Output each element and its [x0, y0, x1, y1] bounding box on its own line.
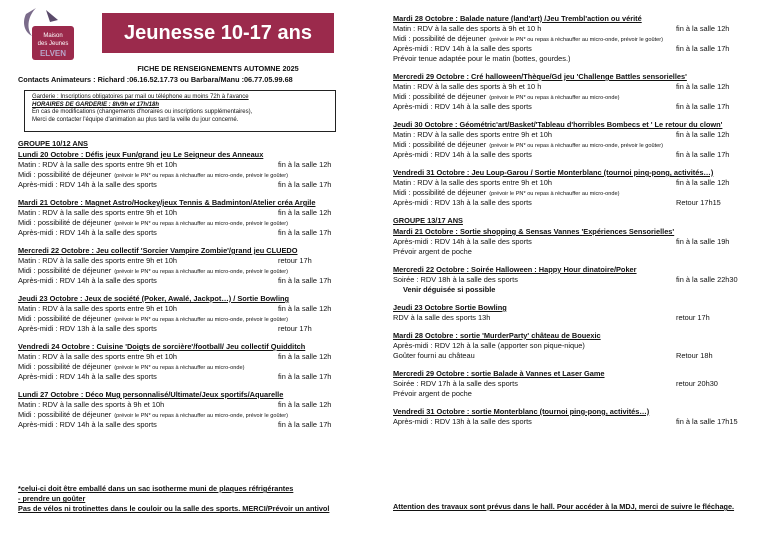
day-title: Mardi 28 Octobre : Balade nature (land'art) /Jeu Trembl'action ou vérité: [393, 14, 642, 23]
schedule-row: [393, 389, 763, 399]
contacts-line: Contacts Animateurs : Richard :06.16.52.17.73 ou Barbara/Manu :06.77.05.99.68: [18, 75, 293, 84]
schedule-row: [18, 218, 348, 228]
schedule-time: Midi : possibilité de déjeuner: [18, 265, 112, 275]
garderie-line3: En cas de modifications (changements d'horaires ou inscriptions supplémentaires),: [32, 109, 253, 116]
schedule-time: Matin : RDV à la salle des sports à 9h et 10 h: [393, 81, 542, 91]
schedule-time: Midi : possibilité de déjeuner: [393, 139, 487, 149]
schedule-time: Midi : possibilité de déjeuner: [18, 361, 112, 371]
schedule-time: Midi : possibilité de déjeuner: [393, 91, 487, 101]
schedule-end: fin à la salle 12h: [278, 399, 332, 409]
schedule-time: Matin : RDV à la salle des sports entre 9h et 10h: [393, 129, 552, 139]
day-title: Mercredi 29 Octobre : Cré halloween/Thèque/Gd jeu 'Challenge Battles sensorielles': [393, 71, 687, 81]
day-title: Mardi 28 Octobre : sortie 'MurderParty' château de Bouexic: [393, 330, 601, 340]
logo-name: ELVEN: [39, 49, 67, 58]
schedule-end: fin à la salle 12h: [676, 81, 730, 91]
schedule-time: Matin : RDV à la salle des sports à 9h et 10 h: [393, 23, 542, 33]
schedule-time: Matin : RDV à la salle des sports entre 9h et 10h: [18, 159, 177, 169]
schedule-row: [393, 247, 763, 257]
schedule-time: Après-midi : RDV 14h à la salle des sports: [18, 275, 157, 285]
day-block: [18, 342, 348, 382]
schedule-row: [18, 324, 348, 334]
meal-note: (prévoir le PN* ou repas à réchauffer au micro-onde, prévoir le goûter): [114, 220, 288, 227]
fiche-title: FICHE DE RENSEIGNEMENTS AUTOMNE 2025: [137, 64, 299, 73]
mdj-elven-logo: [6, 6, 100, 66]
schedule-end: fin à la salle 17h: [278, 419, 332, 429]
schedule-end: fin à la salle 17h15: [676, 416, 738, 426]
schedule-end: fin à la salle 22h30: [676, 274, 738, 284]
schedule-row: [393, 237, 763, 247]
schedule-time: Après-midi : RDV 14h à la salle des sports: [18, 419, 157, 429]
schedule-row: [393, 102, 763, 112]
schedule-row: [393, 44, 763, 54]
day-block: [18, 150, 348, 190]
schedule-end: fin à la salle 12h: [676, 129, 730, 139]
schedule-time: Goûter fourni au château: [393, 350, 475, 360]
schedule-row: [393, 34, 763, 44]
day-title: Jeudi 23 Octobre : Jeux de société (Poker, Awalé, Jackpot…) / Sortie Bowling: [18, 293, 290, 303]
day-title: Jeudi 23 Octobre Sortie Bowling: [393, 302, 507, 312]
garderie-horaires: HORAIRES DE GARDERIE : 8h/9h et 17h/18h: [32, 101, 160, 108]
day-block: [18, 246, 348, 286]
day-block: [393, 303, 763, 323]
schedule-end: fin à la salle 19h: [676, 236, 730, 246]
meal-note: (prévoir le PN* ou repas à réchauffer au micro-onde, prévoir le goûter): [114, 316, 288, 323]
schedule-time: Après-midi : RDV 14h à la salle des sports: [18, 227, 157, 237]
schedule-end: retour 17h: [676, 312, 710, 322]
footer-notes: [18, 484, 358, 515]
schedule-row: [18, 276, 348, 286]
meal-note: (prévoir le PN* ou repas à réchauffer au micro-onde, prévoir le goûter): [114, 412, 288, 419]
schedule-row: [393, 140, 763, 150]
schedule-time: Après-midi : RDV 13h à la salle des sports: [393, 416, 532, 426]
day-title: Vendredi 24 Octobre : Cuisine 'Doigts de sorcière'/football/ Jeu collectif Quidditch: [18, 341, 306, 351]
footer-note-velos: Pas de vélos ni trotinettes dans le couloir ou la salle des sports. MERCI/Prévoir un antivol: [18, 504, 330, 514]
schedule-time: RDV à la salle des sports 13h: [393, 312, 491, 322]
schedule-time: Midi : possibilité de déjeuner: [18, 217, 112, 227]
meal-note: (prévoir le PN* ou repas à réchauffer au micro-onde, prévoir le goûter): [489, 142, 663, 149]
day-title: Lundi 27 Octobre : Déco Mug personnalisé/Ultimate/Jeux sportifs/Aquarelle: [18, 389, 284, 399]
schedule-end: fin à la salle 17h: [278, 227, 332, 237]
garderie-box: [24, 90, 336, 132]
meal-note: (prévoir le PN* ou repas à réchauffer au micro-onde, prévoir le goûter): [114, 172, 288, 179]
schedule-row: [393, 24, 763, 34]
schedule-end: fin à la salle 17h: [676, 43, 730, 53]
schedule-end: fin à la salle 17h: [676, 101, 730, 111]
schedule-time: Matin : RDV à la salle des sports à 9h et 10h: [18, 399, 165, 409]
schedule-end: retour 17h: [278, 323, 312, 333]
schedule-time: Matin : RDV à la salle des sports entre 9h et 10h: [18, 351, 177, 361]
schedule-end: fin à la salle 17h: [676, 149, 730, 159]
day-block: [393, 331, 763, 361]
schedule-row: [18, 180, 348, 190]
day-title: Vendredi 31 Octobre : sortie Monterblanc (tournoi ping-pong, activités…): [393, 406, 650, 416]
attention-travaux: Attention des travaux sont prévus dans le hall. Pour accéder à la MDJ, merci de suivre le fléchage.: [393, 502, 735, 511]
schedule-end: fin à la salle 12h: [278, 351, 332, 361]
right-column: [393, 14, 763, 435]
schedule-row: [18, 352, 348, 362]
day-block: [393, 407, 763, 427]
schedule-row: [18, 160, 348, 170]
group-10-12-column: [18, 139, 348, 438]
schedule-end: fin à la salle 12h: [278, 303, 332, 313]
schedule-time: Après-midi : RDV 14h à la salle des sports: [393, 43, 532, 53]
schedule-time: Midi : possibilité de déjeuner: [18, 169, 112, 179]
day-title: Vendredi 31 Octobre : Jeu Loup-Garou / Sortie Monterblanc (tournoi ping-pong, activités…): [393, 167, 714, 177]
schedule-row: [393, 275, 763, 285]
schedule-row: [18, 256, 348, 266]
footer-note-gouter: - prendre un goûter: [18, 494, 86, 504]
page-title: Jeunesse 10-17 ans: [102, 13, 334, 53]
day-block: [18, 390, 348, 430]
day-title: Mardi 21 Octobre : Sortie shopping & Sensas Vannes 'Expériences Sensorielles': [393, 226, 675, 236]
schedule-time: Matin : RDV à la salle des sports entre 9h et 10h: [18, 207, 177, 217]
schedule-end: Retour 18h: [676, 350, 713, 360]
witch-hat: [46, 10, 58, 22]
schedule-row: [18, 304, 348, 314]
day-title: Mercredi 22 Octobre : Soirée Halloween : Happy Hour dinatoire/Poker: [393, 264, 637, 274]
schedule-time: Après-midi : RDV 13h à la salle des sports: [18, 323, 157, 333]
day-block: [393, 369, 763, 399]
schedule-row: [393, 313, 763, 323]
meal-note: (prévoir le PN* ou repas à réchauffer au micro-onde): [489, 190, 620, 197]
schedule-end: fin à la salle 17h: [278, 371, 332, 381]
schedule-row: [18, 170, 348, 180]
day-block: [393, 168, 763, 208]
group-10-12-days-continued: [393, 14, 763, 208]
schedule-time: Midi : possibilité de déjeuner: [18, 409, 112, 419]
schedule-row: [18, 228, 348, 238]
meal-note: (prévoir le PN* ou repas à réchauffer au micro-onde): [114, 364, 245, 371]
day-block: [393, 265, 763, 295]
schedule-row: [18, 400, 348, 410]
schedule-time: Midi : possibilité de déjeuner: [18, 313, 112, 323]
schedule-time: Après-midi : RDV 14h à la salle des sports: [18, 179, 157, 189]
schedule-end: fin à la salle 17h: [278, 275, 332, 285]
schedule-time: Après-midi : RDV 14h à la salle des sports: [393, 149, 532, 159]
schedule-time: Après-midi : RDV 12h à la salle (apporter son pique-nique): [393, 340, 585, 350]
day-title: Mercredi 22 Octobre : Jeu collectif 'Sorcier Vampire Zombie'/grand jeu CLUEDO: [18, 245, 298, 255]
day-block: [393, 14, 763, 64]
schedule-row: [18, 372, 348, 382]
schedule-end: fin à la salle 12h: [278, 159, 332, 169]
schedule-row: [393, 178, 763, 188]
day-block: [18, 198, 348, 238]
group-13-17-title: GROUPE 13/17 ANS: [393, 215, 463, 225]
schedule-row: [18, 420, 348, 430]
schedule-row: [393, 379, 763, 389]
schedule-row: [18, 410, 348, 420]
schedule-time: Après-midi : RDV 14h à la salle des sports: [18, 371, 157, 381]
day-block: [393, 120, 763, 160]
schedule-time: Midi : possibilité de déjeuner: [393, 187, 487, 197]
meal-note: (prévoir le PN* ou repas à réchauffer au micro-onde, prévoir le goûter): [489, 36, 663, 43]
schedule-row: [393, 341, 763, 351]
day-block: [393, 227, 763, 257]
schedule-row: [393, 188, 763, 198]
day-title: Mardi 21 Octobre : Magnet Astro/Hockey/jeux Tennis & Badminton/Atelier créa Argile: [18, 197, 316, 207]
day-extra-note: Prévoir tenue adaptée pour le matin (bottes, gourdes.): [393, 53, 571, 63]
day-block: [18, 294, 348, 334]
schedule-row: [18, 266, 348, 276]
schedule-end: retour 20h30: [676, 378, 718, 388]
schedule-time: Après-midi : RDV 13h à la salle des sports: [393, 197, 532, 207]
schedule-time: Matin : RDV à la salle des sports entre 9h et 10h: [393, 177, 552, 187]
logo-line2: des Jeunes: [37, 41, 69, 47]
meal-note: (prévoir le PN* ou repas à réchauffer au micro-onde, prévoir le goûter): [114, 268, 288, 275]
schedule-row: [393, 82, 763, 92]
schedule-row: [18, 314, 348, 324]
group-10-12-days: [18, 150, 348, 430]
day-highlight-note: Venir déguisée si possible: [403, 284, 496, 294]
logo-line1: Maison: [43, 33, 63, 39]
schedule-time: Soirée : RDV 17h à la salle des sports: [393, 378, 518, 388]
garderie-label: Garderie : Inscriptions obligatoires par mail ou téléphone au moins 72h à l'avance: [32, 94, 249, 100]
group-10-12-title: GROUPE 10/12 ANS: [18, 139, 88, 148]
group-13-17-days: [393, 227, 763, 427]
schedule-time: Matin : RDV à la salle des sports entre 9h et 10h: [18, 255, 177, 265]
schedule-row: [393, 92, 763, 102]
day-title: Mercredi 29 Octobre : sortie Balade à Vannes et Laser Game: [393, 368, 605, 378]
schedule-row: [18, 362, 348, 372]
schedule-row: [393, 351, 763, 361]
schedule-end: retour 17h: [278, 255, 312, 265]
schedule-time: Matin : RDV à la salle des sports entre 9h et 10h: [18, 303, 177, 313]
schedule-end: fin à la salle 12h: [278, 207, 332, 217]
schedule-row: [393, 417, 763, 427]
schedule-end: fin à la salle 12h: [676, 23, 730, 33]
schedule-end: Retour 17h15: [676, 197, 721, 207]
schedule-time: Midi : possibilité de déjeuner: [393, 33, 487, 43]
schedule-time: Prévoir argent de poche: [393, 388, 472, 398]
day-title: Lundi 20 Octobre : Défis jeux Fun/grand jeu Le Seigneur des Anneaux: [18, 149, 264, 159]
schedule-time: Soirée : RDV 18h à la salle des sports: [393, 274, 518, 284]
schedule-row: [393, 198, 763, 208]
schedule-row: [18, 208, 348, 218]
schedule-end: fin à la salle 17h: [278, 179, 332, 189]
schedule-time: Après-midi : RDV 14h à la salle des sports: [393, 101, 532, 111]
schedule-row: [393, 130, 763, 140]
schedule-time: Après-midi : RDV 14h à la salle des sports: [393, 236, 532, 246]
garderie-line4: Merci de contacter l'équipe d'animation au plus tard la veille du jour concerné.: [32, 117, 239, 124]
day-title: Jeudi 30 Octobre : Géométric'art/Basket/'Tableau d'horribles Bombecs et ' Le retour du clown': [393, 119, 723, 129]
day-block: [393, 72, 763, 112]
meal-note: (prévoir le PN* ou repas à réchauffer au micro-onde): [489, 94, 620, 101]
schedule-time: Prévoir argent de poche: [393, 246, 472, 256]
schedule-row: [393, 150, 763, 160]
footer-note-isotherme: *celui-ci doit être emballé dans un sac isotherme muni de plaques réfrigérantes: [18, 484, 294, 493]
schedule-end: fin à la salle 12h: [676, 177, 730, 187]
